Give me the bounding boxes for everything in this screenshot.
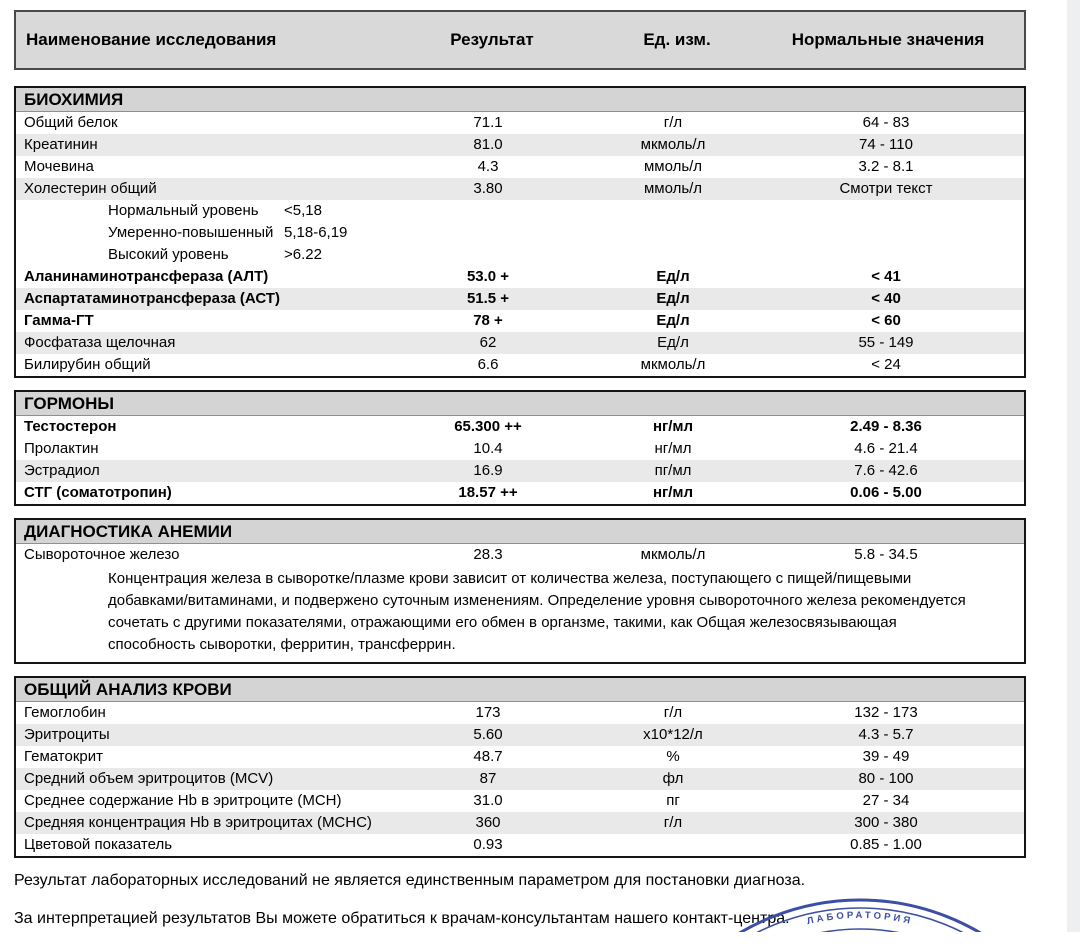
test-normal-range: 74 - 110 xyxy=(859,136,913,153)
result-row xyxy=(16,438,1024,460)
stamp-text-path: ЛАБОРАТОРИЯ xyxy=(805,909,915,928)
note-line xyxy=(108,222,1024,244)
test-result: 78 + xyxy=(473,312,503,329)
result-row xyxy=(16,266,1024,288)
note-list xyxy=(16,200,1024,266)
test-normal-range: 0.85 - 1.00 xyxy=(850,836,922,853)
result-row xyxy=(16,354,1024,376)
test-units: ммоль/л xyxy=(643,180,703,197)
test-normal-range: Смотри текст xyxy=(839,180,933,197)
test-name: Гемоглобин xyxy=(24,704,106,721)
table-header xyxy=(14,10,1026,70)
test-name: Общий белок xyxy=(24,114,118,131)
result-row xyxy=(16,156,1024,178)
test-result: 51.5 + xyxy=(466,290,510,307)
test-name: Мочевина xyxy=(24,158,94,175)
test-result: 71.1 xyxy=(473,114,503,131)
test-result: 28.3 xyxy=(473,546,503,563)
section-title: БИОХИМИЯ xyxy=(16,88,1024,112)
test-normal-range: 5.8 - 34.5 xyxy=(854,546,918,563)
test-normal-range: 3.2 - 8.1 xyxy=(858,158,914,175)
result-row xyxy=(16,416,1024,438)
result-row xyxy=(16,310,1024,332)
section-title: ОБЩИЙ АНАЛИЗ КРОВИ xyxy=(16,678,1024,702)
result-row xyxy=(16,812,1024,834)
section-title: ДИАГНОСТИКА АНЕМИИ xyxy=(16,520,1024,544)
test-result: 173 xyxy=(475,704,501,721)
test-name: Креатинин xyxy=(24,136,98,153)
test-name: Средняя концентрация Hb в эритроцитах (MCHC) xyxy=(24,814,372,831)
test-normal-range: 132 - 173 xyxy=(854,704,918,721)
result-row xyxy=(16,724,1024,746)
result-row xyxy=(16,482,1024,504)
note-label: Умеренно-повышенный xyxy=(108,224,274,241)
test-normal-range: 80 - 100 xyxy=(858,770,914,787)
test-units xyxy=(598,834,748,856)
test-name: Фосфатаза щелочная xyxy=(24,334,176,351)
test-units: нг/мл xyxy=(652,418,694,435)
result-row xyxy=(16,134,1024,156)
result-row xyxy=(16,544,1024,566)
test-name: Билирубин общий xyxy=(24,356,151,373)
test-units: % xyxy=(666,748,680,765)
test-units: нг/мл xyxy=(654,440,692,457)
test-result: 3.80 xyxy=(473,180,503,197)
test-normal-range: < 60 xyxy=(871,312,901,329)
test-result: 10.4 xyxy=(473,440,503,457)
note-value: >6.22 xyxy=(284,246,322,263)
test-name: Цветовой показатель xyxy=(24,836,173,853)
result-row xyxy=(16,288,1024,310)
report-section xyxy=(14,390,1026,506)
report-section xyxy=(14,518,1026,664)
footnote-diagnosis-disclaimer: Результат лабораторных исследований не является единственным параметром для постановки диагноза. xyxy=(14,872,806,889)
section-body xyxy=(16,702,1024,856)
note-paragraph: Концентрация железа в сыворотке/плазме крови зависит от количества железа, поступающего с пищей/пищевыми добавками/витаминами, и подвержено суточным изменениям. Определение уровня сывороточного железа рекомендуется сочетать с другими показателями, отражающими его обмен в органзме, такими, как Общая железосвязывающая способность сыворотки, ферритин, трансферрин. xyxy=(108,570,966,653)
test-normal-range: 64 - 83 xyxy=(862,114,910,131)
test-normal-range: 4.3 - 5.7 xyxy=(858,726,914,743)
test-name: Холестерин общий xyxy=(24,180,157,197)
section-body xyxy=(16,416,1024,504)
lab-report-page xyxy=(14,10,1026,948)
column-header-name: Наименование исследования xyxy=(26,30,277,49)
note-line xyxy=(108,244,1024,266)
test-units: мкмоль/л xyxy=(640,546,706,563)
test-result: 16.9 xyxy=(473,462,503,479)
test-name: Гамма-ГТ xyxy=(24,312,94,329)
test-result: 5.60 xyxy=(473,726,503,743)
test-units: пг/мл xyxy=(654,462,692,479)
test-normal-range: 300 - 380 xyxy=(854,814,918,831)
column-header-normal: Нормальные значения xyxy=(791,30,985,49)
note-label: Нормальный уровень xyxy=(108,202,259,219)
test-normal-range: < 41 xyxy=(871,268,901,285)
column-header-result: Результат xyxy=(450,30,534,49)
test-result: 31.0 xyxy=(473,792,503,809)
test-units: мкмоль/л xyxy=(640,356,706,373)
section-body xyxy=(16,544,1024,662)
test-normal-range: 4.6 - 21.4 xyxy=(854,440,918,457)
test-units: г/л xyxy=(663,704,683,721)
test-result: 65.300 ++ xyxy=(454,418,522,435)
result-row xyxy=(16,178,1024,200)
test-name: Гематокрит xyxy=(24,748,103,765)
result-row xyxy=(16,746,1024,768)
test-name: Эстрадиол xyxy=(24,462,100,479)
test-name: Аланинаминотрансфераза (АЛТ) xyxy=(24,268,269,285)
result-row xyxy=(16,460,1024,482)
test-name: Среднее содержание Hb в эритроците (MCH) xyxy=(24,792,342,809)
result-row xyxy=(16,834,1024,856)
test-units: Ед/л xyxy=(656,268,690,285)
test-normal-range: 27 - 34 xyxy=(862,792,910,809)
test-result: 0.93 xyxy=(473,836,503,853)
test-result: 62 xyxy=(479,334,497,351)
test-units: Ед/л xyxy=(656,312,690,329)
test-units: мкмоль/л xyxy=(640,136,706,153)
test-result: 6.6 xyxy=(477,356,499,373)
test-result: 18.57 ++ xyxy=(458,484,518,501)
footnote-interpretation-note: За интерпретацией результатов Вы можете обратиться к врачам-консультантам нашего контакт-центра. xyxy=(14,910,790,927)
section-title: ГОРМОНЫ xyxy=(16,392,1024,416)
test-result: 4.3 xyxy=(477,158,499,175)
test-name: СТГ (соматотропин) xyxy=(24,484,172,501)
test-name: Пролактин xyxy=(24,440,99,457)
test-normal-range: 39 - 49 xyxy=(862,748,910,765)
test-units: Ед/л xyxy=(656,290,690,307)
test-units: пг xyxy=(666,792,680,809)
test-name: Тестостерон xyxy=(24,418,117,435)
test-units: нг/мл xyxy=(652,484,694,501)
result-row xyxy=(16,112,1024,134)
report-section xyxy=(14,676,1026,858)
note-line xyxy=(108,200,1024,222)
test-name: Сывороточное железо xyxy=(24,546,180,563)
test-result: 81.0 xyxy=(473,136,503,153)
result-row xyxy=(16,768,1024,790)
test-normal-range: < 40 xyxy=(871,290,901,307)
test-units: фл xyxy=(662,770,684,787)
test-name: Эритроциты xyxy=(24,726,110,743)
lab-stamp-icon xyxy=(620,892,1080,932)
test-name: Средний объем эритроцитов (MCV) xyxy=(24,770,274,787)
page-edge-strip xyxy=(1067,0,1080,932)
stamp-text xyxy=(806,910,914,927)
section-body xyxy=(16,112,1024,376)
test-units: г/л xyxy=(663,814,683,831)
test-result: 53.0 + xyxy=(466,268,510,285)
sections xyxy=(14,86,1026,858)
result-row xyxy=(16,332,1024,354)
test-normal-range: 2.49 - 8.36 xyxy=(850,418,922,435)
test-result: 48.7 xyxy=(473,748,503,765)
result-row xyxy=(16,790,1024,812)
test-normal-range: < 24 xyxy=(871,356,901,373)
test-units: ммоль/л xyxy=(643,158,703,175)
result-row xyxy=(16,702,1024,724)
test-normal-range: 55 - 149 xyxy=(858,334,914,351)
note-label: Высокий уровень xyxy=(108,246,229,263)
test-units: х10*12/л xyxy=(643,726,703,743)
column-header-units: Ед. изм. xyxy=(643,30,711,49)
test-units: Ед/л xyxy=(657,334,689,351)
report-section xyxy=(14,86,1026,378)
note-value: 5,18-6,19 xyxy=(284,224,348,241)
test-name: Аспартатаминотрансфераза (АСТ) xyxy=(24,290,280,307)
test-normal-range: 7.6 - 42.6 xyxy=(854,462,918,479)
test-normal-range: 0.06 - 5.00 xyxy=(850,484,922,501)
test-result: 360 xyxy=(475,814,501,831)
note-value: <5,18 xyxy=(284,202,322,219)
test-result: 87 xyxy=(479,770,497,787)
test-units: г/л xyxy=(663,114,683,131)
